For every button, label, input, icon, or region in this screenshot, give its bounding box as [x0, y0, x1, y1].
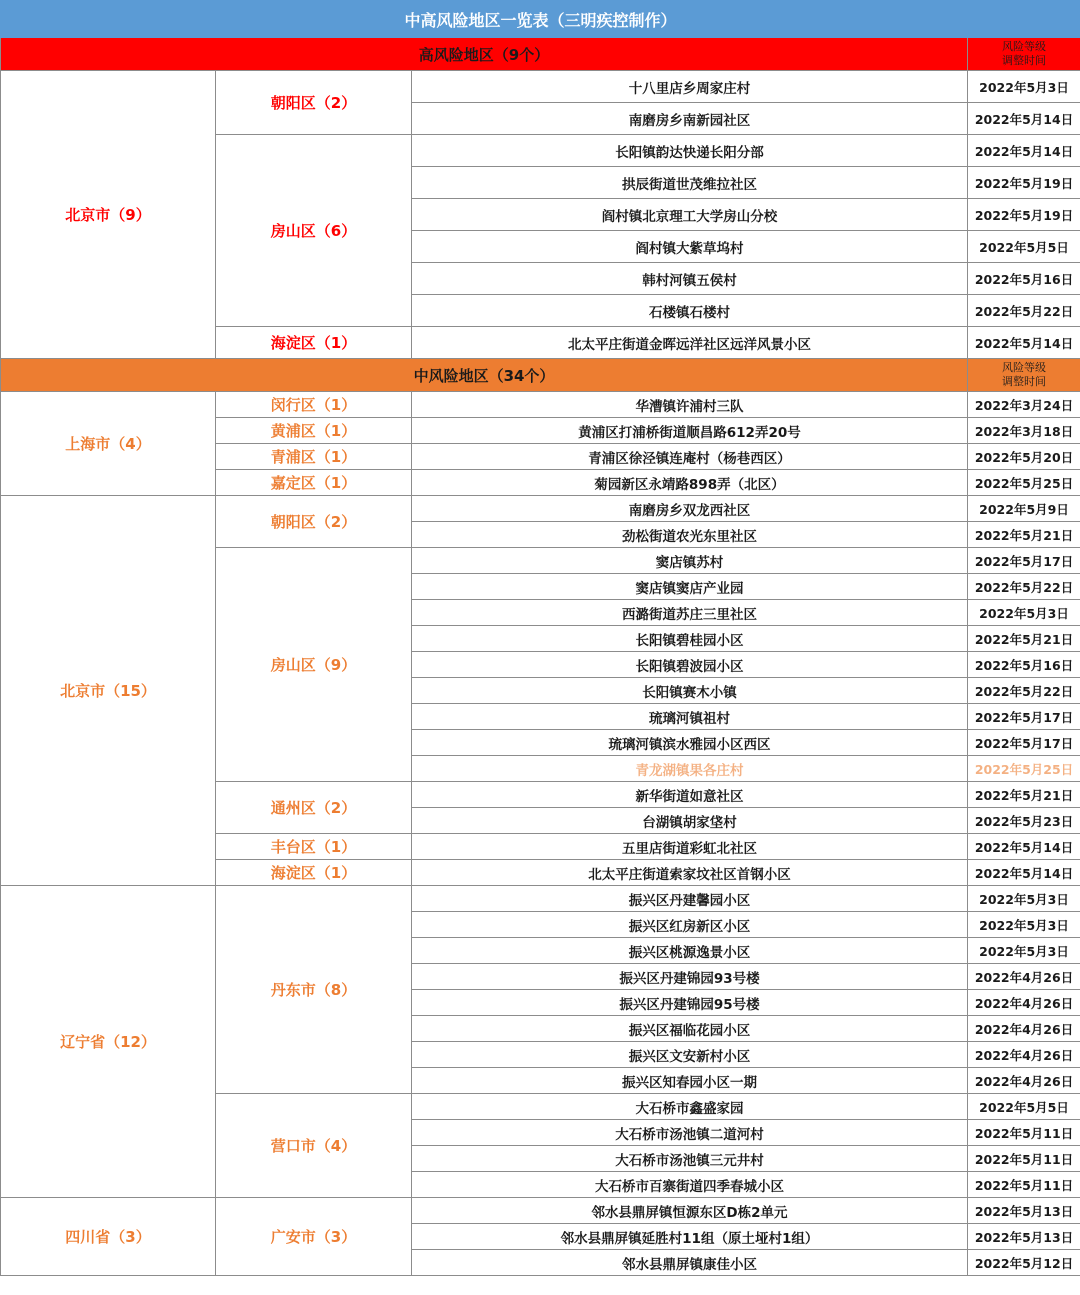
table-row: [1, 1198, 1080, 1224]
province-cell: 北京市（9）: [1, 71, 216, 359]
adjust-date-cell: 2022年4月26日: [968, 990, 1080, 1016]
adjust-date-cell: 2022年3月18日: [968, 418, 1080, 444]
adjust-date-cell: 2022年5月17日: [968, 548, 1080, 574]
area-name-cell: 新华街道如意社区: [412, 782, 968, 808]
area-name-cell: 邻水县鼎屏镇延胜村11组（原土垭村1组）: [412, 1224, 968, 1250]
district-cell: 黄浦区（1）: [216, 418, 412, 444]
adjust-date-cell: 2022年5月16日: [968, 263, 1080, 295]
area-name-cell: 西潞街道苏庄三里社区: [412, 600, 968, 626]
area-name-cell: 振兴区丹建锦园95号楼: [412, 990, 968, 1016]
adjust-date-cell: 2022年5月17日: [968, 704, 1080, 730]
area-name-cell: 青龙湖镇果各庄村: [412, 756, 968, 782]
district-cell: 朝阳区（2）: [216, 496, 412, 548]
district-cell: 丹东市（8）: [216, 886, 412, 1094]
adjust-time-header: 风险等级 调整时间: [968, 38, 1080, 71]
adjust-date-cell: 2022年5月20日: [968, 444, 1080, 470]
area-name-cell: 大石桥市鑫盛家园: [412, 1094, 968, 1120]
table-title: 中高风险地区一览表（三明疾控制作）: [1, 1, 1080, 38]
area-name-cell: 邻水县鼎屏镇恒源东区D栋2单元: [412, 1198, 968, 1224]
mid-risk-section-header: [1, 359, 1080, 392]
area-name-cell: 劲松街道农光东里社区: [412, 522, 968, 548]
district-cell: 闵行区（1）: [216, 392, 412, 418]
table-row: [1, 886, 1080, 912]
high-risk-section-label: 高风险地区（9个）: [1, 38, 968, 71]
adjust-date-cell: 2022年5月14日: [968, 327, 1080, 359]
adjust-date-cell: 2022年4月26日: [968, 1016, 1080, 1042]
area-name-cell: 台湖镇胡家垡村: [412, 808, 968, 834]
province-cell: 四川省（3）: [1, 1198, 216, 1276]
adjust-date-cell: 2022年5月5日: [968, 1094, 1080, 1120]
adjust-date-cell: 2022年5月16日: [968, 652, 1080, 678]
area-name-cell: 拱辰街道世茂维拉社区: [412, 167, 968, 199]
area-name-cell: 五里店街道彩虹北社区: [412, 834, 968, 860]
adjust-date-cell: 2022年5月23日: [968, 808, 1080, 834]
adjust-date-cell: 2022年5月25日: [968, 470, 1080, 496]
adjust-date-cell: 2022年4月26日: [968, 1068, 1080, 1094]
adjust-date-cell: 2022年5月3日: [968, 886, 1080, 912]
area-name-cell: 长阳镇赛木小镇: [412, 678, 968, 704]
area-name-cell: 长阳镇碧波园小区: [412, 652, 968, 678]
area-name-cell: 黄浦区打浦桥街道顺昌路612弄20号: [412, 418, 968, 444]
district-cell: 房山区（6）: [216, 135, 412, 327]
adjust-date-cell: 2022年5月14日: [968, 860, 1080, 886]
district-cell: 海淀区（1）: [216, 860, 412, 886]
adjust-date-cell: 2022年5月3日: [968, 600, 1080, 626]
district-cell: 广安市（3）: [216, 1198, 412, 1276]
area-name-cell: 华漕镇许浦村三队: [412, 392, 968, 418]
title-row: [1, 1, 1080, 38]
adjust-date-cell: 2022年5月17日: [968, 730, 1080, 756]
adjust-date-cell: 2022年5月22日: [968, 574, 1080, 600]
adjust-date-cell: 2022年5月11日: [968, 1146, 1080, 1172]
table-row: [1, 496, 1080, 522]
area-name-cell: 邻水县鼎屏镇康佳小区: [412, 1250, 968, 1276]
adjust-date-cell: 2022年5月14日: [968, 834, 1080, 860]
area-name-cell: 窦店镇窦店产业园: [412, 574, 968, 600]
high-risk-section-header: [1, 38, 1080, 71]
area-name-cell: 振兴区红房新区小区: [412, 912, 968, 938]
area-name-cell: 窦店镇苏村: [412, 548, 968, 574]
adjust-date-cell: 2022年4月26日: [968, 964, 1080, 990]
district-cell: 丰台区（1）: [216, 834, 412, 860]
area-name-cell: 十八里店乡周家庄村: [412, 71, 968, 103]
district-cell: 嘉定区（1）: [216, 470, 412, 496]
area-name-cell: 振兴区丹建锦园93号楼: [412, 964, 968, 990]
adjust-date-cell: 2022年4月26日: [968, 1042, 1080, 1068]
adjust-date-cell: 2022年5月3日: [968, 71, 1080, 103]
area-name-cell: 振兴区桃源逸景小区: [412, 938, 968, 964]
adjust-date-cell: 2022年5月13日: [968, 1224, 1080, 1250]
area-name-cell: 振兴区丹建馨园小区: [412, 886, 968, 912]
district-cell: 营口市（4）: [216, 1094, 412, 1198]
area-name-cell: 青浦区徐泾镇连庵村（杨巷西区）: [412, 444, 968, 470]
adjust-time-header: 风险等级 调整时间: [968, 359, 1080, 392]
province-cell: 辽宁省（12）: [1, 886, 216, 1198]
area-name-cell: 南磨房乡南新园社区: [412, 103, 968, 135]
area-name-cell: 北太平庄街道索家坟社区首钢小区: [412, 860, 968, 886]
area-name-cell: 长阳镇韵达快递长阳分部: [412, 135, 968, 167]
district-cell: 房山区（9）: [216, 548, 412, 782]
area-name-cell: 菊园新区永靖路898弄（北区）: [412, 470, 968, 496]
district-cell: 朝阳区（2）: [216, 71, 412, 135]
adjust-date-cell: 2022年5月25日: [968, 756, 1080, 782]
area-name-cell: 阎村镇北京理工大学房山分校: [412, 199, 968, 231]
adjust-date-cell: 2022年5月5日: [968, 231, 1080, 263]
area-name-cell: 北太平庄街道金晖远洋社区远洋风景小区: [412, 327, 968, 359]
adjust-date-cell: 2022年5月14日: [968, 103, 1080, 135]
area-name-cell: 琉璃河镇滨水雅园小区西区: [412, 730, 968, 756]
table-row: [1, 392, 1080, 418]
area-name-cell: 韩村河镇五侯村: [412, 263, 968, 295]
district-cell: 海淀区（1）: [216, 327, 412, 359]
adjust-date-cell: 2022年5月22日: [968, 678, 1080, 704]
adjust-date-cell: 2022年5月13日: [968, 1198, 1080, 1224]
adjust-date-cell: 2022年5月14日: [968, 135, 1080, 167]
province-cell: 上海市（4）: [1, 392, 216, 496]
adjust-date-cell: 2022年5月11日: [968, 1172, 1080, 1198]
adjust-date-cell: 2022年5月9日: [968, 496, 1080, 522]
mid-risk-section-label: 中风险地区（34个）: [1, 359, 968, 392]
area-name-cell: 石楼镇石楼村: [412, 295, 968, 327]
area-name-cell: 大石桥市汤池镇三元井村: [412, 1146, 968, 1172]
area-name-cell: 大石桥市百寨街道四季春城小区: [412, 1172, 968, 1198]
area-name-cell: 琉璃河镇祖村: [412, 704, 968, 730]
area-name-cell: 阎村镇大紫草坞村: [412, 231, 968, 263]
adjust-date-cell: 2022年5月3日: [968, 938, 1080, 964]
adjust-date-cell: 2022年5月19日: [968, 167, 1080, 199]
adjust-date-cell: 2022年5月3日: [968, 912, 1080, 938]
adjust-date-cell: 2022年3月24日: [968, 392, 1080, 418]
adjust-date-cell: 2022年5月11日: [968, 1120, 1080, 1146]
adjust-date-cell: 2022年5月12日: [968, 1250, 1080, 1276]
adjust-date-cell: 2022年5月21日: [968, 782, 1080, 808]
area-name-cell: 长阳镇碧桂园小区: [412, 626, 968, 652]
area-name-cell: 大石桥市汤池镇二道河村: [412, 1120, 968, 1146]
district-cell: 青浦区（1）: [216, 444, 412, 470]
adjust-date-cell: 2022年5月21日: [968, 522, 1080, 548]
table-row: [1, 71, 1080, 103]
adjust-date-cell: 2022年5月19日: [968, 199, 1080, 231]
adjust-date-cell: 2022年5月21日: [968, 626, 1080, 652]
area-name-cell: 振兴区知春园小区一期: [412, 1068, 968, 1094]
area-name-cell: 振兴区福临花园小区: [412, 1016, 968, 1042]
district-cell: 通州区（2）: [216, 782, 412, 834]
province-cell: 北京市（15）: [1, 496, 216, 886]
area-name-cell: 南磨房乡双龙西社区: [412, 496, 968, 522]
adjust-date-cell: 2022年5月22日: [968, 295, 1080, 327]
area-name-cell: 振兴区文安新村小区: [412, 1042, 968, 1068]
